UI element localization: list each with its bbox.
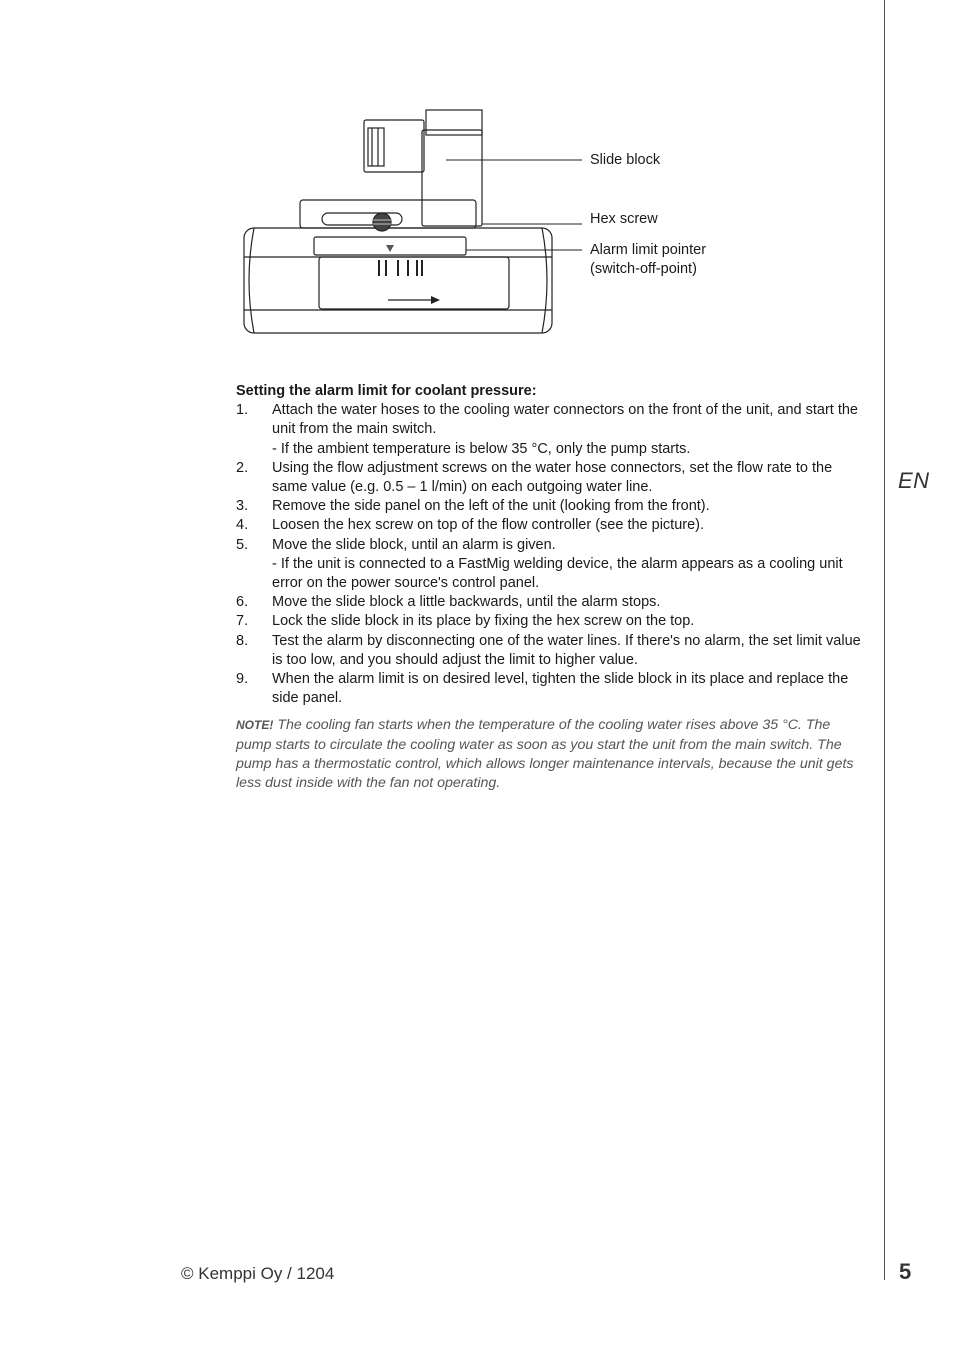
step-item [236, 670, 868, 708]
step-text: Using the flow adjustment screws on the water hose connectors, set the flow rate to the same value (e.g. 0.5 – 1 l/min) on each outgoing water line. [272, 459, 833, 496]
steps-list [236, 401, 868, 708]
step-number: 5. [236, 536, 249, 553]
step-number: 9. [236, 671, 249, 688]
side-rule [884, 0, 885, 1280]
step-number: 7. [236, 613, 249, 630]
step-text: Move the slide block a little backwards, until the alarm stops. [272, 594, 661, 611]
flow-controller-drawing [236, 100, 736, 345]
copyright: © Kemppi Oy / 1204 [181, 1264, 335, 1283]
step-text: When the alarm limit is on desired level, tighten the slide block in its place and replace the side panel. [272, 671, 849, 707]
step-number: 6. [236, 594, 249, 611]
scale-ticks [379, 260, 422, 276]
alarm-pointer [386, 245, 394, 252]
step-item [236, 593, 868, 612]
controller-body [244, 228, 552, 333]
page-number: 5 [899, 1259, 912, 1284]
step-number: 1. [236, 402, 249, 419]
step-number: 2. [236, 459, 249, 476]
callout-alarm-pointer: Alarm limit pointer [590, 242, 707, 258]
step-text: Move the slide block, until an alarm is given. [272, 536, 556, 553]
slide-block [422, 130, 482, 226]
step-item [236, 632, 868, 670]
callout-hex-screw: Hex screw [590, 211, 658, 227]
note-tag: NOTE! [236, 718, 274, 733]
step-text: Lock the slide block in its place by fixing the hex screw on the top. [272, 613, 695, 630]
step-item [236, 459, 868, 497]
step-text: Remove the side panel on the left of the unit (looking from the front). [272, 498, 710, 515]
section-heading: Setting the alarm limit for coolant pressure: [236, 383, 537, 399]
step-text: Attach the water hoses to the cooling water connectors on the front of the unit, and start the unit from the main switch. [272, 402, 858, 438]
step-text: Loosen the hex screw on top of the flow controller (see the picture). [272, 517, 705, 534]
step-item [236, 497, 868, 516]
scale-window [319, 257, 509, 309]
step-subnote: - If the ambient temperature is below 35 °C, only the pump starts. [272, 440, 691, 457]
step-item [236, 516, 868, 535]
callout-alarm-pointer-note: (switch-off-point) [590, 261, 697, 277]
step-item [236, 536, 868, 594]
step-subnote: - If the unit is connected to a FastMig welding device, the alarm appears as a cooling unit error on the power source's control panel. [272, 555, 843, 592]
step-text: Test the alarm by disconnecting one of the water lines. If there's no alarm, the set limit value is too low, and you should adjust the limit to higher value. [272, 632, 861, 668]
step-number: 4. [236, 517, 249, 534]
step-number: 8. [236, 632, 249, 649]
flow-controller-figure [236, 100, 736, 345]
language-tag: EN [898, 468, 930, 493]
hex-screw [373, 213, 391, 231]
callout-slide-block: Slide block [590, 152, 661, 168]
step-item [236, 401, 868, 459]
step-number: 3. [236, 498, 249, 515]
step-item [236, 612, 868, 631]
note-text: The cooling fan starts when the temperature of the cooling water rises above 35 °C. The pump starts to circulate the cooling water as soon as you start the unit from the main switch. The pump has a thermostatic control, which allows longer maintenance intervals, because the unit gets less dust inside with the fan not operating. [236, 717, 854, 792]
note [236, 716, 868, 793]
instructions [236, 382, 868, 793]
